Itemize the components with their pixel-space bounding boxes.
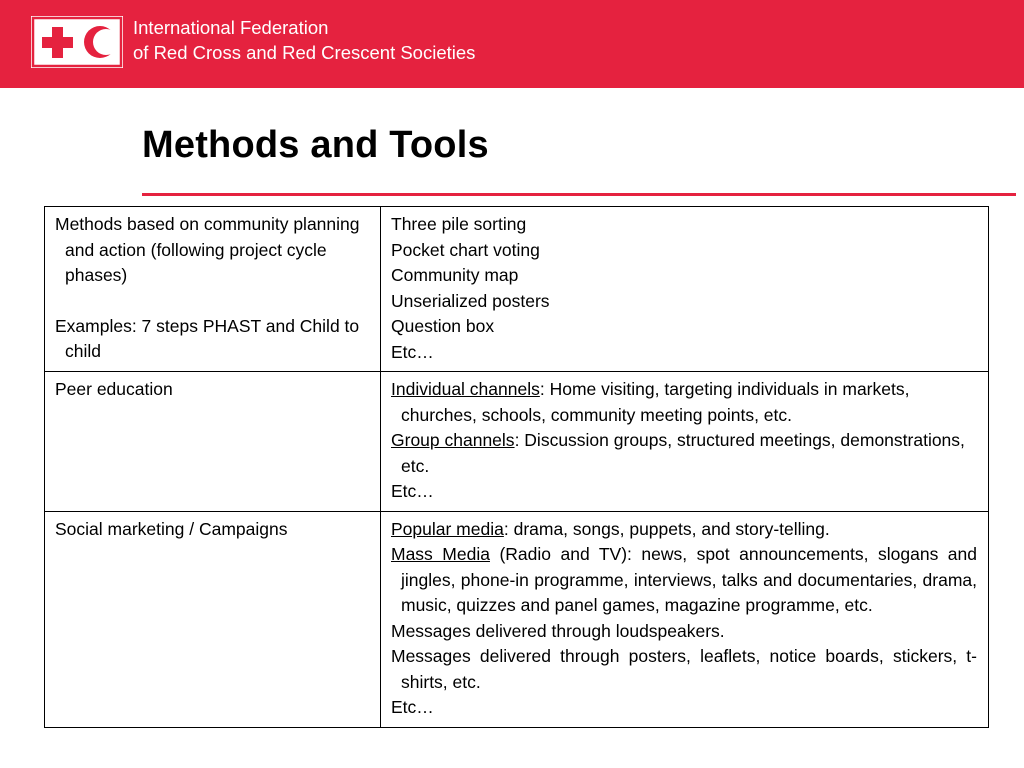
tool-description: : Home visiting, targeting individuals in markets, churches, schools, community meeting points, etc.: [401, 379, 910, 425]
method-cell: [45, 511, 381, 727]
tool-description: : drama, songs, puppets, and story-telling.: [503, 518, 830, 539]
org-name-line-1: International Federation: [133, 17, 329, 38]
header-band: [0, 0, 1024, 88]
method-text: Social marketing / Campaigns: [55, 518, 288, 539]
method-text: Peer education: [55, 379, 173, 399]
tools-cell: [381, 372, 989, 512]
method-cell: [45, 207, 381, 372]
tool-description: : Discussion groups, structured meetings, demonstrations, etc.: [401, 430, 965, 476]
tool-item: Messages delivered through posters, leaflets, notice boards, stickers, t-shirts, etc.: [391, 646, 977, 692]
tool-item: [391, 542, 977, 619]
tool-item: Pocket chart voting: [391, 239, 540, 260]
org-name-line-2: of Red Cross and Red Crescent Societies: [133, 42, 476, 63]
tool-label: Popular media: [391, 518, 504, 539]
table-row: [45, 372, 989, 512]
tool-label: Mass Media: [391, 544, 490, 564]
title-divider: [142, 193, 1016, 196]
tool-label: Group channels: [391, 430, 515, 450]
tool-item: Community map: [391, 265, 519, 285]
organization-name: [133, 15, 475, 65]
red-cross-red-crescent-emblem-icon: [31, 16, 123, 68]
table-row: [45, 511, 989, 727]
tool-item: Three pile sorting: [391, 214, 527, 234]
tool-label: Individual channels: [391, 379, 540, 399]
tool-description: (Radio and TV): news, spot announcements, slogans and jingles, phone-in programme, interviews, talks and documentaries, drama, music, quizzes and panel games, magazine programme, etc.: [401, 544, 977, 615]
tool-item: [391, 428, 977, 479]
tool-item: Etc…: [391, 341, 434, 362]
page-title: Methods and Tools: [142, 124, 489, 166]
paragraph-gap: [55, 289, 369, 314]
method-examples: Examples: 7 steps PHAST and Child to child: [55, 315, 360, 361]
tool-item: [391, 517, 977, 543]
method-text: Methods based on community planning and action (following project cycle phases): [55, 214, 360, 285]
tool-item: [391, 377, 977, 428]
tool-item: Question box: [391, 316, 495, 336]
tool-item: Unserialized posters: [391, 290, 550, 311]
tool-item: Messages delivered through loudspeakers.: [391, 620, 725, 641]
tool-item: Etc…: [391, 697, 434, 717]
tool-item: Etc…: [391, 481, 434, 501]
tools-cell: [381, 207, 989, 372]
table-row: [45, 207, 989, 372]
tools-cell: [381, 511, 989, 727]
method-cell: [45, 372, 381, 512]
methods-table: [44, 206, 989, 728]
